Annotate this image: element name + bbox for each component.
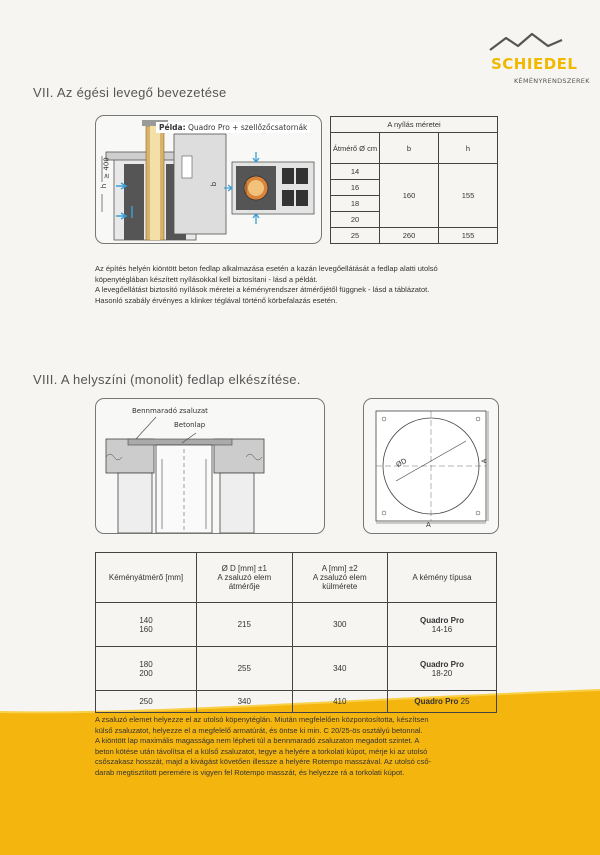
opening-size-table [330,116,498,244]
col-b-header: b [380,133,439,164]
formwork-plan-drawing [364,399,498,533]
h-group-cell: 155 [439,164,498,228]
row-type-name: Quadro Pro [419,615,464,625]
logo-subtitle: KÉMÉNYRENDSZEREK [514,77,590,85]
row-type-sub: 14-16 [431,624,453,634]
paragraph-line: A zsaluzó elemet helyezze el az utolsó köpenytéglán. Miután megfelelően központosította, készítsen [95,715,429,724]
dim-h-400: ≥ 400 [102,157,111,179]
section7-paragraph [95,264,515,306]
row-diam: 140 160 [96,603,197,647]
col-type: A kémény típusa [388,553,497,603]
row-type-name: Quadro Pro [419,659,464,669]
label-b: b [210,181,219,187]
diam-cell: 25 [331,228,380,244]
col-diam-header: Átmérő Ø cm [331,133,380,164]
label-bennmarado: Bennmaradó zsaluzat [132,407,208,415]
example-label: Példa: [159,123,186,132]
row-diam: 180 200 [96,647,197,691]
b-25-cell: 260 [380,228,439,244]
paragraph-line: Az építés helyén kiöntött beton fedlap alkalmazása esetén a kazán levegőellátását a fedlap alatti utolsó [95,264,438,273]
row-a: 410 [292,691,388,713]
col-a: A [mm] ±2 A zsaluzó elem külmérete [292,553,388,603]
example-caption [156,122,310,133]
diam-cell: 16 [331,180,380,196]
paragraph-line: külső zsaluzatot, helyezze el a megfelelő armatúrát, és öntse ki min. C 20/25-ös osztályú betonnal. [95,725,423,735]
row-a: 300 [292,603,388,647]
opening-table-caption: A nyílás méretei [331,117,498,133]
diam-cell: 14 [331,164,380,180]
section8-title: VIII. A helyszíni (monolit) fedlap elkészítése. [33,372,301,387]
formwork-plan-diagram [363,398,499,534]
paragraph-line: darab megtisztított peremére is vigyen fel Rotempo masszát, és helyezze rá a torkolati kúpot. [95,767,405,777]
label-a-bottom: A [426,521,431,529]
example-text: Quadro Pro + szellőzőcsatornák [187,123,308,132]
row-type [388,647,497,691]
row-type-name: Quadro Pro [414,697,459,706]
label-od: ØD [394,456,409,470]
row-d: 215 [197,603,293,647]
label-betonlap: Betonlap [174,421,206,429]
col-h-header: h [439,133,498,164]
b-group-cell: 160 [380,164,439,228]
row-type [388,691,497,713]
paragraph-line: beton kötése után távolítsa el a külső zsaluzatot, tegye a helyére a torkolati kúpot, mérje ki az utolsó [95,746,428,756]
section8-paragraph [95,715,515,778]
row-type [388,603,497,647]
diam-cell: 18 [331,196,380,212]
row-type-sub: 25 [460,697,470,706]
row-d: 340 [197,691,293,713]
col-d: Ø D [mm] ±1 A zsaluzó elem átmérője [197,553,293,603]
row-diam: 250 [96,691,197,713]
paragraph-line: csőszakasz hosszát, majd a kivágást követően illessze a helyére Rotempo masszával. Az utolsó cső- [95,757,431,766]
formwork-section-diagram [95,398,325,534]
air-inlet-drawing [96,116,321,243]
label-a-side: A [480,458,489,464]
air-inlet-diagram [95,115,322,244]
row-type-sub: 18-20 [431,668,453,678]
diam-cell: 20 [331,212,380,228]
paragraph-line: köpenytéglában készített nyílásokkal kell biztosítani - lásd a példát. [95,274,318,284]
paragraph-line: A kiöntött lap maximális magassága nem lépheti túl a bennmaradó zsaluzaton megadott szintet. A [95,736,420,745]
h-25-cell: 155 [439,228,498,244]
label-h: h [100,183,109,189]
formwork-size-table [95,552,497,713]
row-a: 340 [292,647,388,691]
section7-title: VII. Az égési levegő bevezetése [33,85,227,100]
paragraph-line: Hasonló szabály érvényes a klinker téglával történő körbefalazás esetén. [95,295,338,305]
col-chimney-diam: Kéményátmérő [mm] [96,553,197,603]
paragraph-line: A levegőellátást biztosító nyílások méretei a kéményrendszer átmérőjétől függnek - lásd a táblázatot. [95,285,430,294]
formwork-section-drawing [96,399,324,533]
row-d: 255 [197,647,293,691]
logo-name: SCHIEDEL [491,55,578,73]
